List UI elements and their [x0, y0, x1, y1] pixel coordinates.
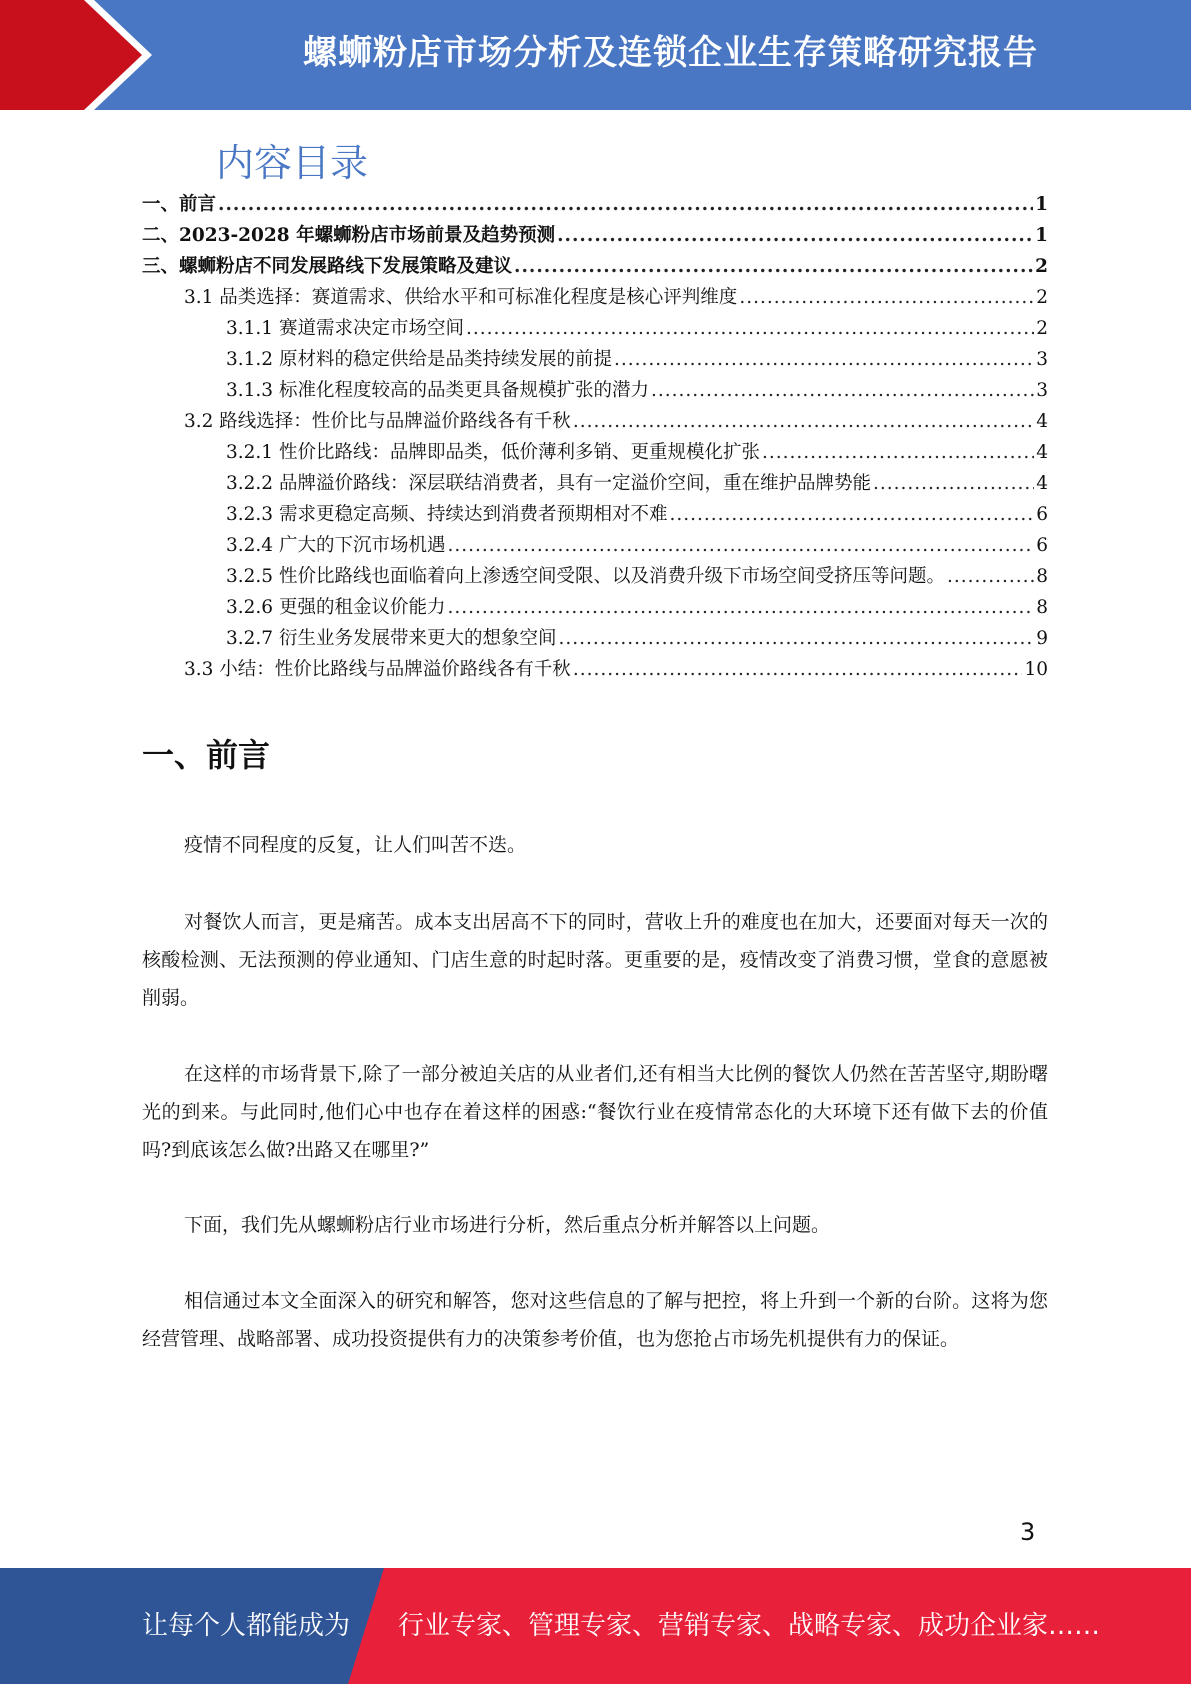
paragraph: 疫情不同程度的反复，让人们叫苦不迭。: [184, 834, 527, 856]
toc-entry[interactable]: [142, 438, 1048, 469]
toc-leader-dots: [573, 659, 1023, 680]
toc-leader-dots: [947, 566, 1034, 587]
toc-entry-text: 3.1.2 原材料的稳定供给是品类持续发展的前提: [226, 349, 612, 370]
toc-entry[interactable]: [142, 469, 1048, 500]
toc-entry-text: 3.1 品类选择：赛道需求、供给水平和可标准化程度是核心评判维度: [184, 287, 738, 308]
paragraph: 下面，我们先从螺蛳粉店行业市场进行分析，然后重点分析并解答以上问题。: [184, 1214, 831, 1236]
toc-leader-dots: [218, 194, 1033, 215]
toc-leader-dots: [739, 287, 1034, 308]
toc-entry-page: 2: [1035, 256, 1048, 277]
toc-entry-text: 3.2.2 品牌溢价路线：深层联结消费者，具有一定溢价空间，重在维护品牌势能: [226, 473, 871, 494]
toc-entry-text: 3.1.1 赛道需求决定市场空间: [226, 318, 464, 339]
toc-entry[interactable]: [142, 314, 1048, 345]
toc-entry[interactable]: [142, 531, 1048, 562]
toc-entry-page: 8: [1036, 597, 1048, 618]
toc-entry-page: 6: [1036, 535, 1048, 556]
toc-entry[interactable]: [142, 655, 1048, 686]
toc-leader-dots: [466, 318, 1034, 339]
toc-entry-text: 3.2.5 性价比路线也面临着向上渗透空间受限、以及消费升级下市场空间受挤压等问题。: [226, 566, 945, 587]
toc-entry-page: 3: [1036, 349, 1048, 370]
toc-entry[interactable]: [142, 190, 1048, 221]
toc-entry-text: 一、前言: [142, 194, 217, 215]
toc-entry[interactable]: [142, 593, 1048, 624]
toc-entry[interactable]: [142, 407, 1048, 438]
toc-entry-text: 3.2.4 广大的下沉市场机遇: [226, 535, 446, 556]
toc-entry[interactable]: [142, 345, 1048, 376]
toc-entry[interactable]: [142, 376, 1048, 407]
toc-leader-dots: [873, 473, 1034, 494]
toc-entry-page: 3: [1036, 380, 1048, 401]
toc-entry-page: 8: [1036, 566, 1048, 587]
toc-entry-text: 3.2.7 衍生业务发展带来更大的想象空间: [226, 628, 557, 649]
toc-entry-text: 3.2.6 更强的租金议价能力: [226, 597, 446, 618]
toc-leader-dots: [614, 349, 1034, 370]
toc-leader-dots: [514, 256, 1033, 277]
toc-entry-text: 二、2023-2028 年螺蛳粉店市场前景及趋势预测: [142, 225, 556, 246]
table-of-contents: [142, 190, 1048, 686]
footer-slogan-left: 让每个人都能成为: [142, 1611, 351, 1641]
toc-entry[interactable]: [142, 624, 1048, 655]
toc-leader-dots: [447, 535, 1034, 556]
toc-entry[interactable]: [142, 252, 1048, 283]
toc-entry-page: 4: [1036, 411, 1048, 432]
paragraph: 相信通过本文全面深入的研究和解答，您对这些信息的了解与把控，将上升到一个新的台阶。这将为您经营管理、战略部署、成功投资提供有力的决策参考价值，也为您抢占市场先机提供有力的保证。: [142, 1290, 1048, 1350]
toc-entry-page: 9: [1036, 628, 1048, 649]
report-title: 螺蛳粉店市场分析及连锁企业生存策略研究报告: [303, 33, 1038, 73]
toc-entry-page: 4: [1036, 442, 1048, 463]
toc-entry-text: 3.2.1 性价比路线：品牌即品类，低价薄利多销、更重规模化扩张: [226, 442, 760, 463]
toc-entry-text: 3.2 路线选择：性价比与品牌溢价路线各有千秋: [184, 411, 571, 432]
toc-title: 内容目录: [216, 141, 369, 185]
paragraph: 对餐饮人而言，更是痛苦。成本支出居高不下的同时，营收上升的难度也在加大，还要面对每天一次的核酸检测、无法预测的停业通知、门店生意的时起时落。更重要的是，疫情改变了消费习惯，堂食的意愿被削弱。: [142, 911, 1048, 1009]
toc-entry-text: 3.3 小结：性价比路线与品牌溢价路线各有千秋: [184, 659, 571, 680]
section-heading: 一、前言: [142, 736, 271, 774]
toc-entry[interactable]: [142, 283, 1048, 314]
footer-banner: [0, 1568, 1191, 1684]
toc-entry-text: 3.1.3 标准化程度较高的品类更具备规模扩张的潜力: [226, 380, 649, 401]
toc-entry-page: 10: [1024, 659, 1048, 680]
toc-entry[interactable]: [142, 500, 1048, 531]
toc-entry[interactable]: [142, 562, 1048, 593]
header-banner: [0, 0, 1191, 110]
toc-entry-page: 6: [1036, 504, 1048, 525]
toc-entry-page: 2: [1036, 318, 1048, 339]
toc-leader-dots: [762, 442, 1034, 463]
toc-leader-dots: [557, 225, 1033, 246]
toc-leader-dots: [558, 628, 1034, 649]
toc-entry[interactable]: [142, 221, 1048, 252]
toc-entry-text: 三、螺蛳粉店不同发展路线下发展策略及建议: [142, 256, 513, 277]
toc-entry-page: 1: [1035, 194, 1048, 215]
toc-entry-text: 3.2.3 需求更稳定高频、持续达到消费者预期相对不难: [226, 504, 668, 525]
toc-entry-page: 1: [1035, 225, 1048, 246]
footer-slogan-right: 行业专家、管理专家、营销专家、战略专家、成功企业家……: [398, 1611, 1101, 1641]
toc-leader-dots: [651, 380, 1034, 401]
toc-leader-dots: [669, 504, 1034, 525]
paragraph: 在这样的市场背景下,除了一部分被迫关店的从业者们,还有相当大比例的餐饮人仍然在苦苦坚守,期盼曙光的到来。与此同时,他们心中也存在着这样的困惑:“餐饮行业在疫情常态化的大环境下还有做下去的价值吗?到底该怎么做?出路又在哪里?”: [142, 1063, 1048, 1161]
red-chevron-decoration: [0, 0, 142, 110]
toc-entry-page: 2: [1036, 287, 1048, 308]
toc-leader-dots: [573, 411, 1034, 432]
toc-entry-page: 4: [1036, 473, 1048, 494]
page-number: 3: [1020, 1518, 1036, 1546]
toc-leader-dots: [447, 597, 1034, 618]
